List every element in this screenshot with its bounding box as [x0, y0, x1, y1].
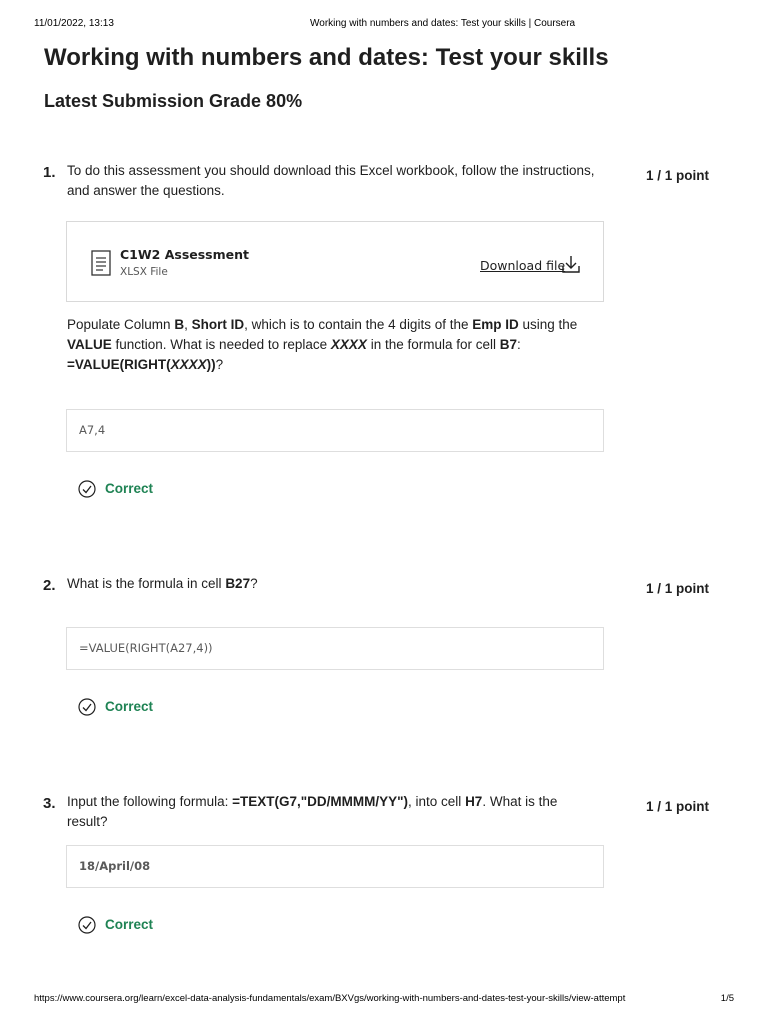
question-formula: =TEXT(G7,"DD/MMMM/YY") — [232, 794, 409, 809]
prompt-bold: Emp ID — [472, 317, 519, 332]
print-footer — [34, 993, 734, 1007]
prompt-text: , — [184, 317, 192, 332]
page-number: 1/5 — [720, 993, 734, 1004]
question-text: , into cell — [408, 794, 466, 809]
prompt-bold: VALUE — [67, 337, 112, 352]
prompt-text: , which is to contain the 4 digits of the — [244, 317, 473, 332]
print-title: Working with numbers and dates: Test your skills | Coursera — [310, 18, 576, 29]
correct-label: Correct — [105, 699, 154, 714]
prompt-formula: )) — [206, 357, 216, 372]
prompt-text: Populate Column — [67, 317, 175, 332]
question-2-number: 2. — [43, 577, 56, 594]
file-name: C1W2 Assessment — [120, 247, 249, 262]
question-bold: H7 — [465, 794, 483, 809]
check-circle-icon — [78, 480, 96, 498]
question-2-points: 1 / 1 point — [646, 581, 710, 596]
correct-label: Correct — [105, 481, 154, 496]
prompt-formula: =VALUE(RIGHT( — [67, 357, 171, 372]
prompt-text: using the — [518, 317, 578, 332]
page-title: Working with numbers and dates: Test your skills — [44, 44, 609, 71]
question-1-points: 1 / 1 point — [646, 168, 710, 183]
question-3-number: 3. — [43, 795, 56, 812]
question-3-text — [67, 792, 597, 832]
submission-grade: Latest Submission Grade 80% — [44, 91, 303, 111]
correct-label: Correct — [105, 917, 154, 932]
question-2-answer: =VALUE(RIGHT(A27,4)) — [79, 641, 213, 655]
question-1-answer: A7,4 — [79, 423, 106, 437]
question-1-number: 1. — [43, 164, 56, 181]
download-icon[interactable] — [561, 254, 581, 274]
prompt-bold-italic: XXXX — [330, 337, 367, 352]
question-1-prompt — [67, 315, 597, 375]
question-3-points: 1 / 1 point — [646, 799, 710, 814]
check-circle-icon — [78, 916, 96, 934]
print-header — [34, 18, 734, 32]
question-bold: B27 — [225, 576, 251, 591]
prompt-text: ? — [215, 357, 224, 372]
download-file-link[interactable]: Download file — [480, 258, 566, 273]
prompt-bold: B — [174, 317, 185, 332]
question-text: . What is the result? — [67, 794, 558, 829]
check-circle-icon — [78, 698, 96, 716]
question-3-answer-box — [66, 845, 604, 888]
question-1-answer-box — [66, 409, 604, 452]
print-datetime: 11/01/2022, 13:13 — [34, 18, 114, 29]
file-type: XLSX File — [120, 266, 168, 278]
prompt-bold: B7 — [499, 337, 518, 352]
prompt-text: function. What is needed to replace — [111, 337, 331, 352]
question-1-text: To do this assessment you should download this Excel workbook, follow the instructions, and answer the questions. — [67, 163, 595, 198]
question-text: ? — [250, 576, 258, 591]
question-2-text — [67, 574, 597, 594]
prompt-formula-italic: XXXX — [170, 357, 207, 372]
print-url: https://www.coursera.org/learn/excel-data-analysis-fundamentals/exam/BXVgs/working-with-numbers-and-dates-test-your-skills/view-attempt — [34, 993, 626, 1004]
prompt-text: in the formula for cell — [366, 337, 500, 352]
question-text: What is the formula in cell — [67, 576, 226, 591]
file-attachment-card — [66, 221, 604, 302]
document-icon — [91, 250, 111, 276]
question-3-answer: 18/April/08 — [79, 859, 151, 873]
question-text: Input the following formula: — [67, 794, 233, 809]
question-2-answer-box — [66, 627, 604, 670]
prompt-text: : — [517, 337, 521, 352]
prompt-bold: Short ID — [191, 317, 245, 332]
